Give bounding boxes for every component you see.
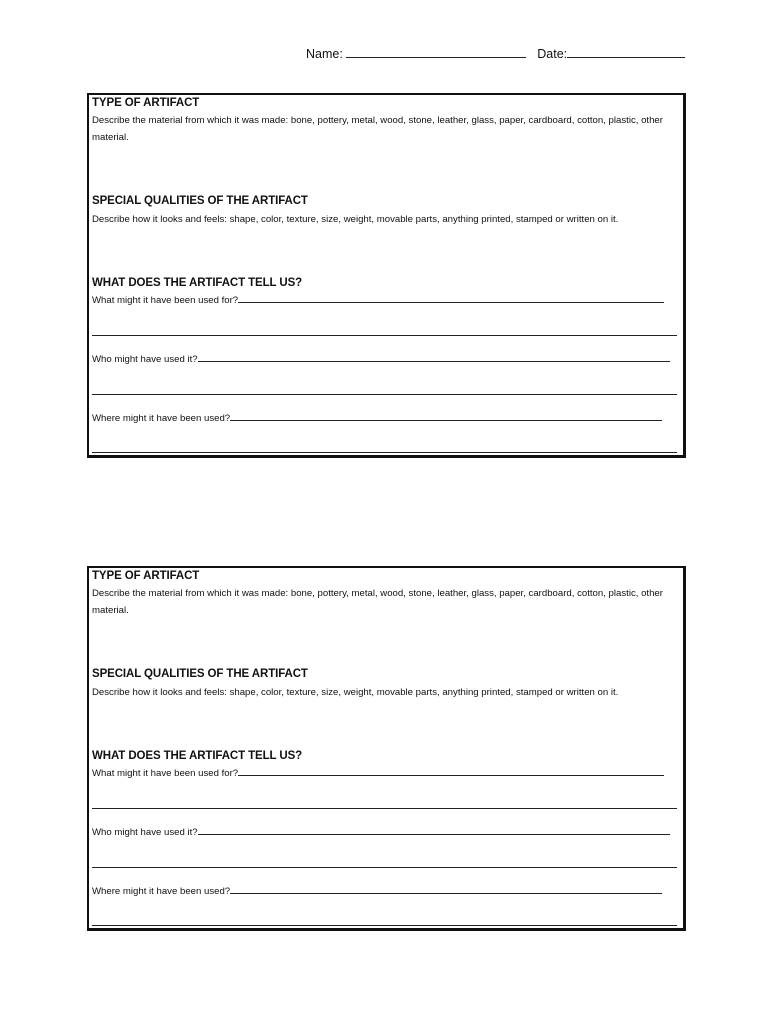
who-used-prompt (92, 826, 670, 838)
date-field[interactable] (567, 49, 685, 58)
where-used-prompt (92, 885, 662, 897)
name-field[interactable] (346, 49, 526, 58)
answer-line[interactable] (92, 452, 677, 453)
used-for-prompt (92, 767, 664, 779)
answer-line[interactable] (92, 925, 677, 926)
who-used-prompt (92, 353, 670, 365)
where-used-answer-line[interactable] (230, 412, 662, 421)
answer-line[interactable] (92, 808, 677, 809)
who-used-answer-line[interactable] (198, 826, 670, 835)
header-fields (306, 47, 685, 61)
artifact-card (87, 566, 686, 931)
type-of-artifact-heading: TYPE OF ARTIFACT (92, 570, 200, 582)
where-used-prompt (92, 412, 662, 424)
used-for-answer-line[interactable] (238, 294, 664, 303)
used-for-label: What might it have been used for? (92, 768, 239, 779)
special-qualities-description: Describe how it looks and feels: shape, color, texture, size, weight, movable parts, anything printed, stamped or written on it. (92, 687, 619, 698)
where-used-answer-line[interactable] (230, 885, 662, 894)
name-label: Name: (306, 47, 343, 61)
used-for-prompt (92, 294, 664, 306)
answer-line[interactable] (92, 335, 677, 336)
artifact-tells-us-heading: WHAT DOES THE ARTIFACT TELL US? (92, 750, 303, 762)
type-of-artifact-description: Describe the material from which it was made: bone, pottery, metal, wood, stone, leather, glass, paper, cardboard, cotton, plastic, other material. (92, 115, 663, 143)
who-used-label: Who might have used it? (92, 827, 198, 838)
used-for-label: What might it have been used for? (92, 295, 239, 306)
type-of-artifact-description: Describe the material from which it was made: bone, pottery, metal, wood, stone, leather, glass, paper, cardboard, cotton, plastic, other material. (92, 588, 663, 616)
artifact-tells-us-heading: WHAT DOES THE ARTIFACT TELL US? (92, 277, 303, 289)
who-used-label: Who might have used it? (92, 354, 198, 365)
special-qualities-description: Describe how it looks and feels: shape, color, texture, size, weight, movable parts, anything printed, stamped or written on it. (92, 214, 619, 225)
type-of-artifact-heading: TYPE OF ARTIFACT (92, 97, 200, 109)
who-used-answer-line[interactable] (198, 353, 670, 362)
used-for-answer-line[interactable] (238, 767, 664, 776)
where-used-label: Where might it have been used? (92, 886, 231, 897)
where-used-label: Where might it have been used? (92, 413, 231, 424)
answer-line[interactable] (92, 394, 677, 395)
special-qualities-heading: SPECIAL QUALITIES OF THE ARTIFACT (92, 668, 308, 680)
answer-line[interactable] (92, 867, 677, 868)
artifact-card (87, 93, 686, 458)
special-qualities-heading: SPECIAL QUALITIES OF THE ARTIFACT (92, 195, 308, 207)
date-label: Date: (537, 47, 568, 61)
